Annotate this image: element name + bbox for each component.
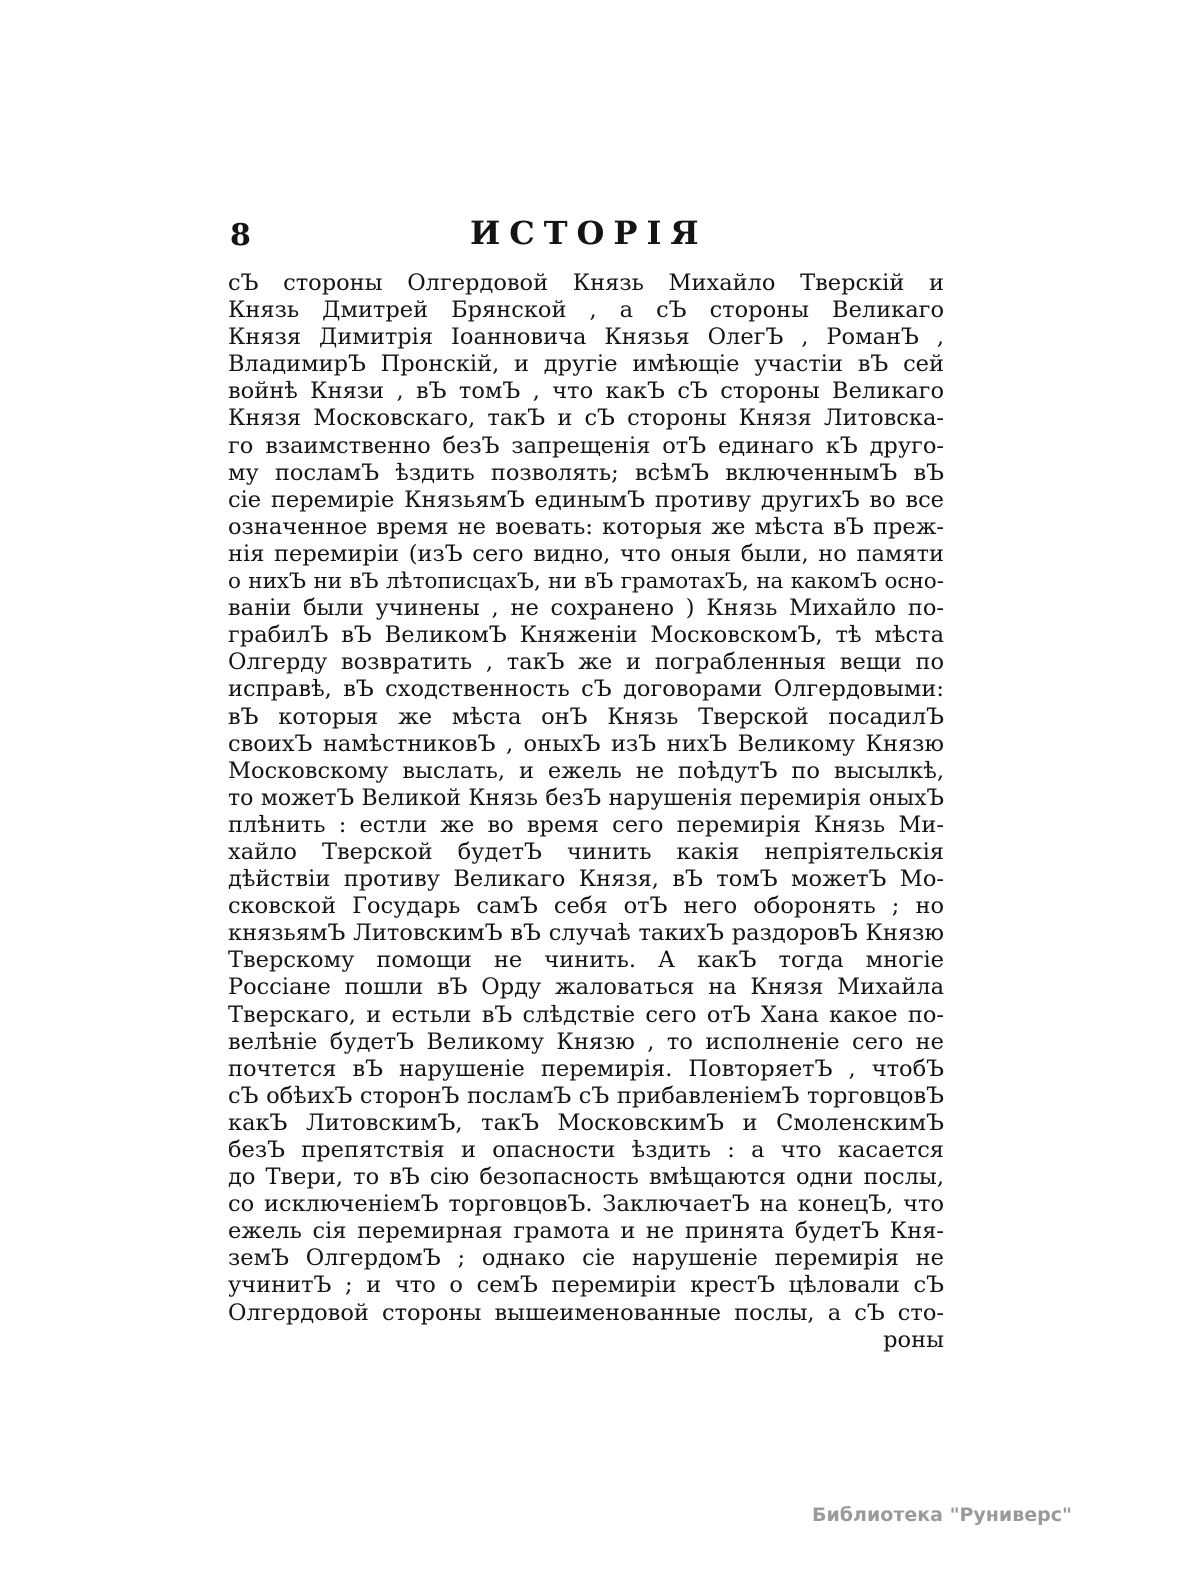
text-line: Олгерду возвратить , такЪ же и пограбленныя вещи по — [228, 649, 944, 676]
text-line: нія перемиріи (изЪ сего видно, что оныя были, но памяти — [228, 540, 944, 567]
text-line: Россіане пошли вЪ Орду жаловаться на Князя Михайла — [228, 974, 944, 1001]
text-line: почтется вЪ нарушеніе перемирія. ПовторяетЪ , чтобЪ — [228, 1055, 944, 1082]
text-line: безЪ препятствія и опасности ѣздить : а что касается — [228, 1137, 944, 1163]
text-line: о нихЪ ни вЪ лѣтописцахЪ, ни вЪ грамотахЪ, на какомЪ осно- — [228, 569, 944, 595]
text-line: сЪ обѣихЪ сторонЪ посламЪ сЪ прибавленіемЪ торговцовЪ — [228, 1082, 944, 1109]
text-line: Московскому выслать, и ежель не поѣдутЪ по высылкѣ, — [228, 757, 944, 784]
text-line: вЪ которыя же мѣста онЪ Князь Тверской посадилЪ — [228, 703, 944, 730]
text-line: го взаимственно безЪ запрещенія отЪ единаго кЪ друго- — [228, 432, 944, 459]
text-line: Князя Димитрія Іоанновича Князья ОлегЪ , РоманЪ , — [228, 324, 944, 351]
text-line: ваніи были учинены , не сохранено ) Князь Михайло по- — [228, 595, 944, 622]
text-line: плѣнить : естли же во время сего перемирія Князь Ми- — [228, 811, 944, 838]
text-line: войнѣ Князи , вЪ томЪ , что какЪ сЪ стороны Великаго — [228, 378, 944, 405]
text-line: грабилЪ вЪ ВеликомЪ Княженіи МосковскомЪ, тѣ мѣста — [228, 622, 944, 649]
text-line: учинитЪ ; и что о семЪ перемиріи крестЪ цѣловали сЪ — [228, 1272, 944, 1299]
running-title: ИСТОРІЯ — [470, 214, 708, 252]
text-line: сіе перемиріе КнязьямЪ единымЪ противу другихЪ во все — [228, 486, 944, 513]
text-line: до Твери, то вЪ сію безопасность вмѣщаются одни послы, — [228, 1164, 944, 1191]
text-line: исправѣ, вЪ сходственность сЪ договорами Олгердовыми: — [228, 676, 944, 703]
text-line: му посламЪ ѣздить позволять; всѣмЪ включеннымЪ вЪ — [228, 459, 944, 486]
text-line: Тверскаго, и естьли вЪ слѣдствіе сего отЪ Хана какое по- — [228, 1001, 944, 1028]
text-line: сковской Государь самЪ себя отЪ него оборонять ; но — [228, 893, 944, 920]
library-watermark: Библиотека "Руниверс" — [812, 1504, 1072, 1526]
text-line: то можетЪ Великой Князь безЪ нарушенія перемирія оныхЪ — [228, 785, 944, 811]
text-line: означенное время не воевать: которыя же мѣста вЪ преж- — [228, 513, 944, 540]
text-line: сЪ стороны Олгердовой Князь Михайло Тверскій и — [228, 270, 944, 296]
text-line: Князь Дмитрей Брянской , а сЪ стороны Великаго — [228, 297, 944, 324]
text-line: князьямЪ ЛитовскимЪ вЪ случаѣ такихЪ раздоровЪ Князю — [228, 920, 944, 947]
text-line: какЪ ЛитовскимЪ, такЪ МосковскимЪ и СмоленскимЪ — [228, 1109, 944, 1136]
text-line: Тверскому помощи не чинить. А какЪ тогда многіе — [228, 947, 944, 974]
body-text — [228, 270, 944, 1354]
page-number: 8 — [230, 218, 251, 253]
text-line: хайло Тверской будетЪ чинить какія непріятельскія — [228, 838, 944, 865]
text-line: своихЪ намѣстниковЪ , оныхЪ изЪ нихЪ Великому Князю — [228, 730, 944, 757]
text-line: дѣйствіи противу Великаго Князя, вЪ томЪ можетЪ Мо- — [228, 866, 944, 893]
catchword: роны — [883, 1326, 944, 1353]
text-line: велѣніе будетЪ Великому Князю , то исполненіе сего не — [228, 1028, 944, 1055]
text-line: Олгердовой стороны вышеименованные послы, а сЪ сто- — [228, 1299, 944, 1326]
text-line: земЪ ОлгердомЪ ; однако сіе нарушеніе перемирія не — [228, 1245, 944, 1272]
text-line: ежель сія перемирная грамота и не принята будетЪ Кня- — [228, 1218, 944, 1245]
text-line: ВладимирЪ Пронскій, и другіе имѣющіе участіи вЪ сей — [228, 351, 944, 378]
text-line: Князя Московскаго, такЪ и сЪ стороны Князя Литовска- — [228, 405, 944, 432]
text-line: со исключеніемЪ торговцовЪ. ЗаключаетЪ на конецЪ, что — [228, 1191, 944, 1218]
